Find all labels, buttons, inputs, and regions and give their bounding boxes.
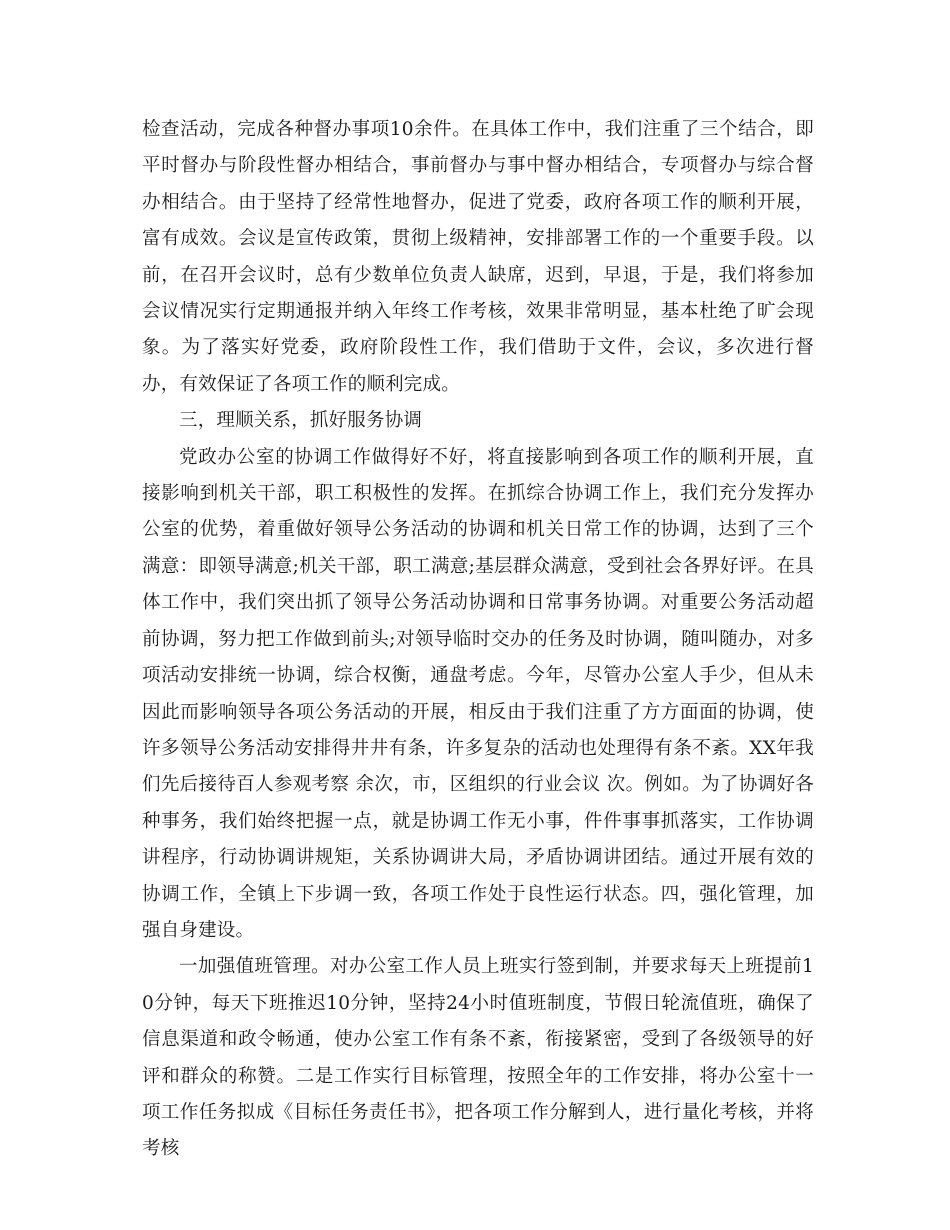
section-heading-coordination: 三，理顺关系，抓好服务协调 — [179, 410, 423, 432]
paragraph-management: 一加强值班管理。对办公室工作人员上班实行签到制，并要求每天上班提前10分钟，每天下班推迟10分钟，坚持24小时值班制度，节假日轮流值班，确保了信息渠道和政令畅通，使办公室工作有条不紊，衔接紧密，受到了各级领导的好评和群众的称赞。二是工作实行目标管理，按照全年的工作安排，将办公室十一项工作任务拟成《目标任务责任书》，把各项工作分解到人，进行量化考核，并将考核 — [142, 956, 814, 1160]
paragraph-supervision: 检查活动，完成各种督办事项10余件。在具体工作中，我们注重了三个结合，即平时督办与阶段性督办相结合，事前督办与事中督办相结合，专项督办与综合督办相结合。由于坚持了经常性地督办，促进了党委，政府各项工作的顺利开展，富有成效。会议是宣传政策，贯彻上级精神，安排部署工作的一个重要手段。以前，在召开会议时，总有少数单位负责人缺席，迟到，早退，于是，我们将参加会议情况实行定期通报并纳入年终工作考核，效果非常明显，基本杜绝了旷会现象。为了落实好党委，政府阶段性工作，我们借助于文件，会议，多次进行督办，有效保证了各项工作的顺利完成。 — [142, 119, 814, 395]
paragraph-coordination: 党政办公室的协调工作做得好不好，将直接影响到各项工作的顺利开展，直接影响到机关干部，职工积极性的发挥。在抓综合协调工作上，我们充分发挥办公室的优势，着重做好领导公务活动的协调和机关日常工作的协调，达到了三个满意：即领导满意;机关干部，职工满意;基层群众满意，受到社会各界好评。在具体工作中，我们突出抓了领导公务活动协调和日常事务协调。对重要公务活动超前协调，努力把工作做到前头;对领导临时交办的任务及时协调，随叫随办，对多项活动安排统一协调，综合权衡，通盘考虑。今年，尽管办公室人手少，但从未因此而影响领导各项公务活动的开展，相反由于我们注重了方方面面的协调，使许多领导公务活动安排得井井有条，许多复杂的活动也处理得有条不紊。XX年我们先后接待百人参观考察 余次，市，区组织的行业会议 次。例如。为了协调好各种事务，我们始终把握一点，就是协调工作无小事，件件事事抓落实，工作协调讲程序，行动协调讲规矩，关系协调讲大局，矛盾协调讲团结。通过开展有效的协调工作，全镇上下步调一致，各项工作处于良性运行状态。四，强化管理，加强自身建设。 — [142, 446, 814, 941]
document-body — [142, 112, 814, 1168]
